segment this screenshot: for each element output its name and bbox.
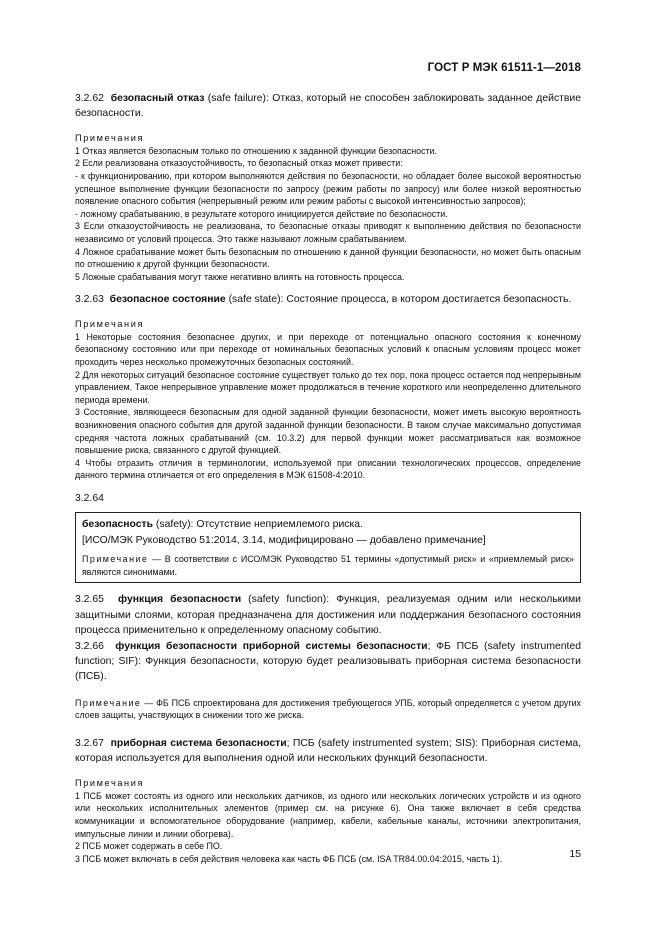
term-box-3-2-64 <box>75 512 581 583</box>
term-name: безопасность <box>82 519 154 531</box>
term-definition: (safety function): Функция, реализуемая одним или несколькими защитными слоями, которая предназначена для достижения или поддержания безопасного состояния процесса применительно к определенному опасному событию. <box>75 594 581 637</box>
term-definition: (safety): Отсутствие неприемлемого риска. <box>153 519 363 531</box>
note: 4 Чтобы отразить отличия в терминологии, используемой при описании технологических процессов, определение данного термина отличается от его определения в МЭК 61508-4:2010. <box>75 457 581 481</box>
note: 1 ПСБ может состоять из одного или нескольких датчиков, из одного или нескольких логических устройств и из одного или нескольких исполнительных элементов (пример см. на рисунке 6). Она также включает в себя средства коммуникации и вспомогательное оборудование (например, кабели, кабельные каналы, источники электропитания, импульсные линии и линии обогрева). <box>75 790 581 839</box>
term-source: [ИСО/МЭК Руководство 51:2014, 3.14, модифицировано — добавлено примечание] <box>82 534 486 546</box>
document-body <box>75 91 581 865</box>
standard-header: ГОСТ Р МЭК 61511-1—2018 <box>427 62 581 74</box>
note: - ложному срабатыванию, в результате которого инициируется действие по безопасности. <box>75 208 448 219</box>
note-label: Примечание <box>75 697 142 708</box>
note: 2 ПСБ может содержать в себе ПО. <box>75 841 223 852</box>
note: 2 Для некоторых ситуаций безопасное состояние существует только до тех пор, пока процесс остается под непрерывным управлением. Такое непрерывное управление может продолжаться в течение короткого или неопределенно длительного периода времени. <box>75 369 581 405</box>
note <box>82 553 574 578</box>
notes-title: Примечания <box>75 132 145 143</box>
note: - к функционированию, при котором выполняются действия по безопасности, но обладает более высокой вероятностью успешное выполнение функции безопасности по запросу (режим работы по запросу) или более низкой вероятностью появление опасного события (непрерывный режим или режим работы с высокой интенсивностью запросов); <box>75 171 581 207</box>
term-number: 3.2.62 <box>75 93 104 104</box>
term-name: безопасное состояние <box>109 294 226 306</box>
term-definition: ; ФБ ПСБ (safety instrumented function; SIF): Функция безопасности, которую будет реализовывать приборная система безопасности (ПСБ). <box>75 640 581 683</box>
term-definition: ; ПСБ (safety instrumented system; SIS): Приборная система, которая используется для выполнения одной или нескольких функций безопасности. <box>75 737 582 765</box>
term-name: функция безопасности приборной системы безопасности <box>115 640 428 652</box>
note-text: — ФБ ПСБ спроектирована для достижения требующегося УПБ, который определяется с учетом других слоев защиты, участвующих в снижении того же риска. <box>75 697 581 721</box>
term-3-2-63 <box>75 292 581 307</box>
term-definition: (safe state): Состояние процесса, в котором достигается безопасность. <box>225 294 572 306</box>
term-name: приборная система безопасности <box>110 737 287 749</box>
notes-title: Примечания <box>75 318 145 329</box>
note: 5 Ложные срабатывания могут также негативно влиять на готовность процесса. <box>75 271 405 282</box>
term-3-2-64 <box>82 517 574 532</box>
term-3-2-66 <box>75 639 581 685</box>
term-name: функция безопасности <box>118 594 242 606</box>
term-number: 3.2.65 <box>75 594 104 606</box>
page-number: 15 <box>569 848 581 860</box>
note <box>75 697 581 722</box>
note: 1 Некоторые состояния безопаснее других, и при переходе от потенциально опасного состояния к конечному безопасному состоянию или при переходе от номинальных безопасных условий к опасным условиям процесс может проходить через несколько промежуточных безопасных состояний. <box>75 331 581 367</box>
note-text: — В соответствии с ИСО/МЭК Руководство 51 термины «допустимый риск» и «приемлемый риск» являются синонимами. <box>82 554 574 577</box>
note: 3 Если отказоустойчивость не реализована, то безопасные отказы приводят к выполнению действия по безопасности независимо от условий процесса. Это также называют ложным срабатыванием. <box>75 221 581 244</box>
note-label: Примечание <box>82 554 149 565</box>
note: 3 Состояние, являющееся безопасным для одной заданной функции безопасности, может иметь высокую вероятность возникновения опасного события для другой заданной функции безопасности. В таком случае максимально допустимая средняя частота ложных срабатываний (см. 10.3.2) для первой функции может рассматриваться как возможное повышение риска, связанного с другой функцией. <box>75 407 581 456</box>
term-3-2-62 <box>75 91 581 122</box>
term-number: 3.2.63 <box>75 294 104 306</box>
note: 2 Если реализована отказоустойчивость, то безопасный отказ может привести: <box>75 158 403 169</box>
term-number: 3.2.67 <box>75 737 104 749</box>
notes-title: Примечания <box>75 777 145 788</box>
term-3-2-65 <box>75 592 581 638</box>
term-3-2-67 <box>75 736 581 767</box>
term-number: 3.2.66 <box>75 640 104 652</box>
note: 4 Ложное срабатывание может быть безопасным по отношению к данной функции безопасности, но может быть опасным по отношению к другой функции безопасности. <box>75 246 581 270</box>
note: 1 Отказ является безопасным только по отношению к заданной функции безопасности. <box>75 145 437 156</box>
term-definition: (safe failure): Отказ, который не способен заблокировать заданное действие безопасности. <box>75 93 581 120</box>
note: 3 ПСБ может включать в себя действия человека как часть ФБ ПСБ (см. ISA TR84.00.04:2015, часть 1). <box>75 853 503 864</box>
term-name: безопасный отказ <box>110 93 205 104</box>
term-number-3-2-64: 3.2.64 <box>75 492 104 504</box>
